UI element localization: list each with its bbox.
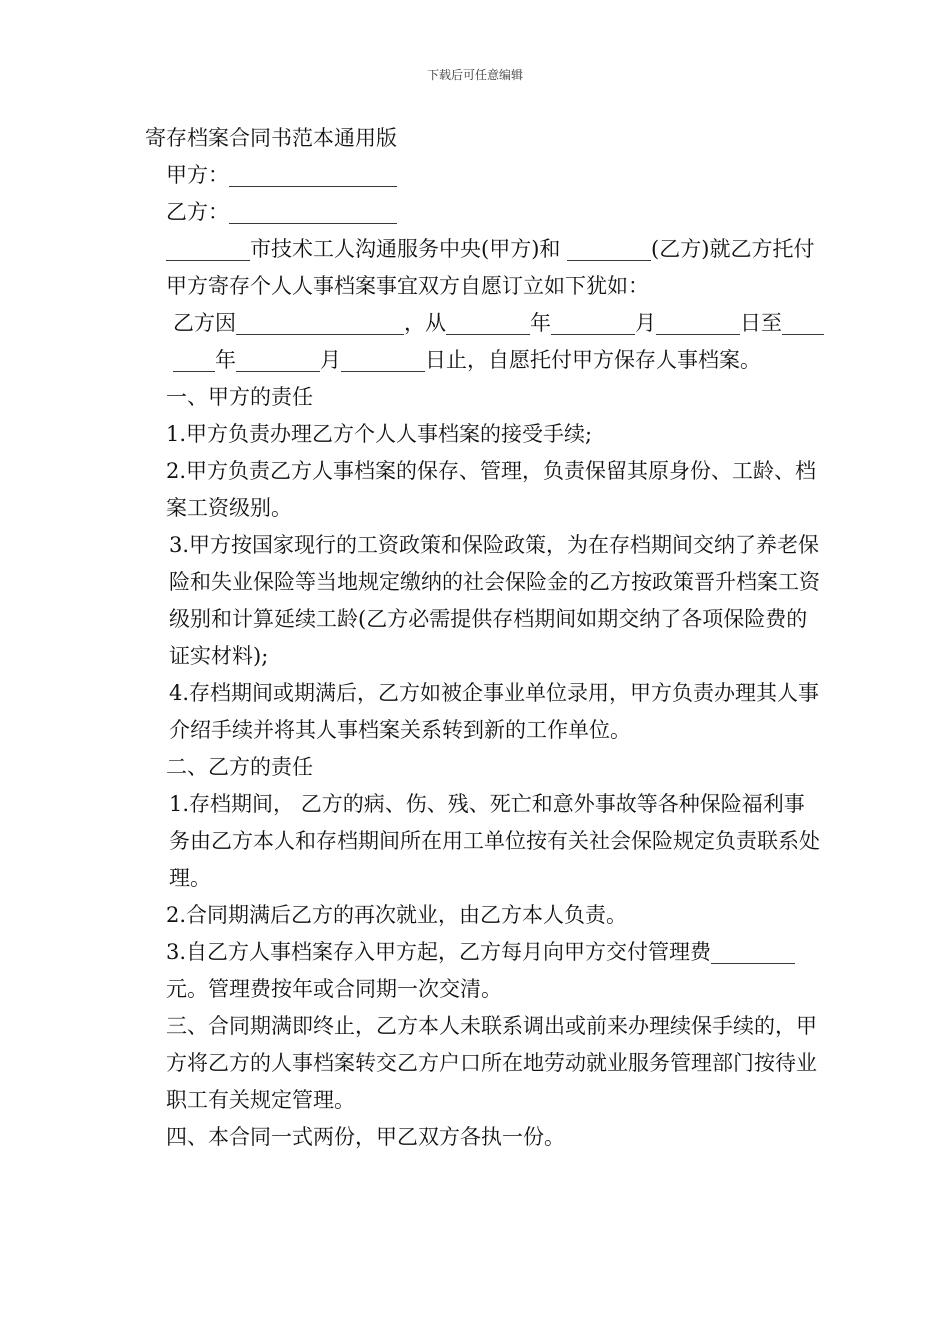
section-heading: 一、甲方的责任	[166, 385, 313, 409]
document-body	[145, 120, 825, 1156]
paragraph: ________市技术工人沟通服务中央(甲方)和 ________(乙方)就乙方托付甲方寄存个人人事档案事宜双方自愿订立如下犹如：	[166, 237, 815, 298]
page-header: 下载后可任意编辑	[426, 68, 523, 82]
paragraph: 3.甲方按国家现行的工资政策和保险政策，为在存档期间交纳了养老保险和失业保险等当地规定缴纳的社会保险金的乙方按政策晋升档案工资级别和计算延续工龄(乙方必需提供存档期间如期交纳了各项保险费的证实材料);	[169, 533, 820, 668]
section-heading: 三、合同期满即终止，乙方本人未联系调出或前来办理续保手续的，甲方将乙方的人事档案转交乙方户口所在地劳动就业服务管理部门按待业职工有关规定管理。	[166, 1014, 817, 1112]
document-title: 寄存档案合同书范本通用版	[145, 126, 397, 150]
party-b-line: 乙方：________________	[166, 200, 397, 224]
section-heading: 四、本合同一式两份，甲乙双方各执一份。	[166, 1125, 565, 1149]
paragraph: 乙方因________________，从________年________月________日至________年________月________日止，自愿托付甲方保存人事档案。	[173, 311, 824, 372]
paragraph: 1.甲方负责办理乙方个人人事档案的接受手续;	[166, 422, 593, 446]
paragraph: 1.存档期间， 乙方的病、伤、残、死亡和意外事故等各种保险福利事务由乙方本人和存档期间所在用工单位按有关社会保险规定负责联系处理。	[169, 792, 820, 890]
section-heading: 二、乙方的责任	[166, 755, 313, 779]
paragraph: 3.自乙方人事档案存入甲方起，乙方每月向甲方交付管理费________元。管理费按年或合同期一次交清。	[166, 940, 796, 1001]
paragraph: 2.甲方负责乙方人事档案的保存、管理，负责保留其原身份、工龄、档案工资级别。	[166, 459, 817, 520]
paragraph: 2.合同期满后乙方的再次就业，由乙方本人负责。	[166, 903, 628, 927]
party-a-line: 甲方：________________	[166, 163, 397, 187]
paragraph: 4.存档期间或期满后，乙方如被企事业单位录用，甲方负责办理其人事介绍手续并将其人事档案关系转到新的工作单位。	[169, 681, 820, 742]
